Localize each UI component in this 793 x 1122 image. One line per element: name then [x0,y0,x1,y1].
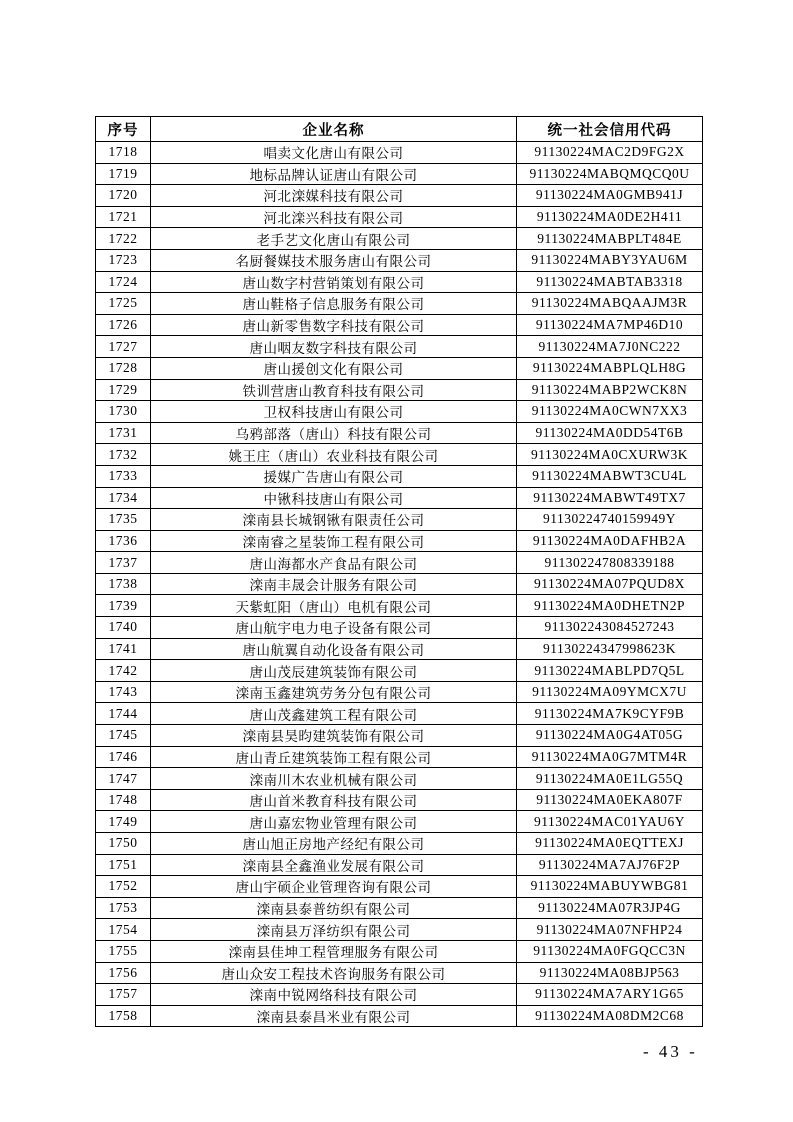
row-company-name: 滦南县泰普纺织有限公司 [151,897,517,919]
row-company-name: 唐山新零售数字科技有限公司 [151,314,517,336]
row-company-name: 中锹科技唐山有限公司 [151,487,517,509]
row-company-name: 滦南县万泽纺织有限公司 [151,919,517,941]
table-row [96,595,703,617]
table-row [96,725,703,747]
row-company-name: 滦南县佳坤工程管理服务有限公司 [151,940,517,962]
row-company-name: 河北滦兴科技有限公司 [151,206,517,228]
table-row [96,984,703,1006]
table-row [96,185,703,207]
row-serial: 1750 [96,833,151,855]
row-serial: 1751 [96,854,151,876]
row-company-name: 天紫虹阳（唐山）电机有限公司 [151,595,517,617]
table-row [96,379,703,401]
row-credit-code: 91130224MA0CXURW3K [517,444,703,466]
row-serial: 1734 [96,487,151,509]
row-credit-code: 91130224MA0GMB941J [517,185,703,207]
row-serial: 1749 [96,811,151,833]
row-serial: 1755 [96,940,151,962]
row-credit-code: 91130224MA0E1LG55Q [517,768,703,790]
row-serial: 1757 [96,984,151,1006]
row-credit-code: 91130224MA0EKA807F [517,789,703,811]
row-company-name: 卫权科技唐山有限公司 [151,401,517,423]
row-serial: 1742 [96,660,151,682]
row-credit-code: 91130224MABQAAJM3R [517,293,703,315]
table-row [96,336,703,358]
row-credit-code: 91130224MA7K9CYF9B [517,703,703,725]
row-credit-code: 91130224MA08BJP563 [517,962,703,984]
row-company-name: 地标品牌认证唐山有限公司 [151,163,517,185]
row-company-name: 铁训营唐山教育科技有限公司 [151,379,517,401]
row-company-name: 唱卖文化唐山有限公司 [151,142,517,164]
row-serial: 1744 [96,703,151,725]
row-company-name: 唐山嘉宏物业管理有限公司 [151,811,517,833]
table-row [96,962,703,984]
table-row [96,789,703,811]
row-credit-code: 91130224MA0FGQCC3N [517,940,703,962]
row-credit-code: 91130224MA0CWN7XX3 [517,401,703,423]
table-row [96,530,703,552]
row-company-name: 乌鸦部落（唐山）科技有限公司 [151,422,517,444]
table-row [96,444,703,466]
row-serial: 1729 [96,379,151,401]
company-table [95,116,703,1027]
row-company-name: 唐山援创文化有限公司 [151,357,517,379]
row-credit-code: 91130224MA7J0NC222 [517,336,703,358]
table-row [96,228,703,250]
table-row [96,249,703,271]
row-company-name: 唐山航宇电力电子设备有限公司 [151,617,517,639]
row-company-name: 滦南县昊昀建筑装饰有限公司 [151,725,517,747]
table-row [96,919,703,941]
row-serial: 1738 [96,573,151,595]
row-company-name: 滦南睿之星装饰工程有限公司 [151,530,517,552]
row-company-name: 唐山青丘建筑装饰工程有限公司 [151,746,517,768]
row-serial: 1758 [96,1005,151,1027]
row-serial: 1754 [96,919,151,941]
row-credit-code: 91130224740159949Y [517,509,703,531]
row-serial: 1733 [96,465,151,487]
row-company-name: 援媒广告唐山有限公司 [151,465,517,487]
row-credit-code: 91130224MA0DAFHB2A [517,530,703,552]
row-company-name: 唐山宇硕企业管理咨询有限公司 [151,876,517,898]
row-credit-code: 91130224MA0G4AT05G [517,725,703,747]
row-serial: 1724 [96,271,151,293]
row-serial: 1745 [96,725,151,747]
row-credit-code: 91130224MABWT49TX7 [517,487,703,509]
row-serial: 1740 [96,617,151,639]
row-serial: 1719 [96,163,151,185]
row-serial: 1732 [96,444,151,466]
row-credit-code: 91130224MA0EQTTEXJ [517,833,703,855]
row-serial: 1727 [96,336,151,358]
row-serial: 1747 [96,768,151,790]
row-serial: 1737 [96,552,151,574]
table-row [96,206,703,228]
row-serial: 1746 [96,746,151,768]
row-serial: 1728 [96,357,151,379]
row-serial: 1743 [96,681,151,703]
table-body [96,142,703,1027]
row-company-name: 滦南丰晟会计服务有限公司 [151,573,517,595]
row-company-name: 唐山首米教育科技有限公司 [151,789,517,811]
row-company-name: 唐山数字村营销策划有限公司 [151,271,517,293]
row-serial: 1722 [96,228,151,250]
row-company-name: 唐山旭正房地产经纪有限公司 [151,833,517,855]
row-serial: 1726 [96,314,151,336]
row-credit-code: 91130224MABPLT484E [517,228,703,250]
row-company-name: 滦南川木农业机械有限公司 [151,768,517,790]
row-company-name: 唐山鞋格子信息服务有限公司 [151,293,517,315]
row-credit-code: 91130224MA7MP46D10 [517,314,703,336]
row-credit-code: 91130224MABQMQCQ0U [517,163,703,185]
table-row [96,293,703,315]
row-company-name: 滦南县全鑫渔业发展有限公司 [151,854,517,876]
row-credit-code: 91130224MA09YMCX7U [517,681,703,703]
row-credit-code: 91130224MA07R3JP4G [517,897,703,919]
table-row [96,422,703,444]
table-row [96,552,703,574]
row-serial: 1753 [96,897,151,919]
row-serial: 1721 [96,206,151,228]
row-company-name: 唐山咽友数字科技有限公司 [151,336,517,358]
row-serial: 1748 [96,789,151,811]
row-credit-code: 91130224MABLPD7Q5L [517,660,703,682]
table-row [96,163,703,185]
table-row [96,1005,703,1027]
row-company-name: 唐山茂鑫建筑工程有限公司 [151,703,517,725]
row-company-name: 滦南县长城钢锹有限责任公司 [151,509,517,531]
row-serial: 1752 [96,876,151,898]
row-serial: 1718 [96,142,151,164]
table-row [96,465,703,487]
row-credit-code: 91130224MA0G7MTM4R [517,746,703,768]
row-credit-code: 91130224MA0DE2H411 [517,206,703,228]
page-number: - 43 - [643,1042,698,1061]
header-serial: 序号 [96,117,151,142]
row-serial: 1739 [96,595,151,617]
row-company-name: 名厨餐媒技术服务唐山有限公司 [151,249,517,271]
table-row [96,811,703,833]
row-serial: 1735 [96,509,151,531]
row-serial: 1720 [96,185,151,207]
row-company-name: 唐山海都水产食品有限公司 [151,552,517,574]
row-company-name: 河北滦媒科技有限公司 [151,185,517,207]
row-credit-code: 91130224MA07NFHP24 [517,919,703,941]
row-company-name: 姚王庄（唐山）农业科技有限公司 [151,444,517,466]
table-row [96,681,703,703]
table-row [96,573,703,595]
row-serial: 1725 [96,293,151,315]
row-credit-code: 91130224MA7AJ76F2P [517,854,703,876]
table-row [96,854,703,876]
header-company-name: 企业名称 [151,117,517,142]
table-row [96,271,703,293]
row-credit-code: 91130224MA0DD54T6B [517,422,703,444]
row-serial: 1736 [96,530,151,552]
row-credit-code: 91130224MA0DHETN2P [517,595,703,617]
row-credit-code: 91130224MA7ARY1G65 [517,984,703,1006]
table-row [96,487,703,509]
table-row [96,703,703,725]
row-serial: 1731 [96,422,151,444]
row-credit-code: 91130224MABPLQLH8G [517,357,703,379]
row-serial: 1741 [96,638,151,660]
table-row [96,617,703,639]
row-serial: 1756 [96,962,151,984]
row-company-name: 滦南玉鑫建筑劳务分包有限公司 [151,681,517,703]
table-header [96,117,703,142]
table-row [96,940,703,962]
table-row [96,768,703,790]
table-row [96,357,703,379]
row-credit-code: 91130224MA08DM2C68 [517,1005,703,1027]
row-credit-code: 91130224MABWT3CU4L [517,465,703,487]
row-credit-code: 91130224MABP2WCK8N [517,379,703,401]
row-serial: 1730 [96,401,151,423]
row-credit-code: 911302247808339188 [517,552,703,574]
row-credit-code: 91130224MAC01YAU6Y [517,811,703,833]
table-row [96,660,703,682]
row-company-name: 唐山航翼自动化设备有限公司 [151,638,517,660]
table-row [96,746,703,768]
table-row [96,638,703,660]
table-row [96,876,703,898]
row-serial: 1723 [96,249,151,271]
table-row [96,897,703,919]
row-credit-code: 911302243084527243 [517,617,703,639]
table-row [96,833,703,855]
table-row [96,509,703,531]
row-company-name: 老手艺文化唐山有限公司 [151,228,517,250]
row-company-name: 唐山众安工程技术咨询服务有限公司 [151,962,517,984]
table-header-row [96,117,703,142]
header-credit-code: 统一社会信用代码 [517,117,703,142]
row-credit-code: 91130224MAC2D9FG2X [517,142,703,164]
row-company-name: 唐山茂辰建筑装饰有限公司 [151,660,517,682]
table-row [96,314,703,336]
row-credit-code: 91130224MABY3YAU6M [517,249,703,271]
table-row [96,142,703,164]
row-company-name: 滦南县泰昌米业有限公司 [151,1005,517,1027]
row-credit-code: 91130224MABTAB3318 [517,271,703,293]
row-credit-code: 91130224MABUYWBG81 [517,876,703,898]
row-credit-code: 91130224MA07PQUD8X [517,573,703,595]
table-row [96,401,703,423]
row-credit-code: 91130224347998623K [517,638,703,660]
row-company-name: 滦南中锐网络科技有限公司 [151,984,517,1006]
